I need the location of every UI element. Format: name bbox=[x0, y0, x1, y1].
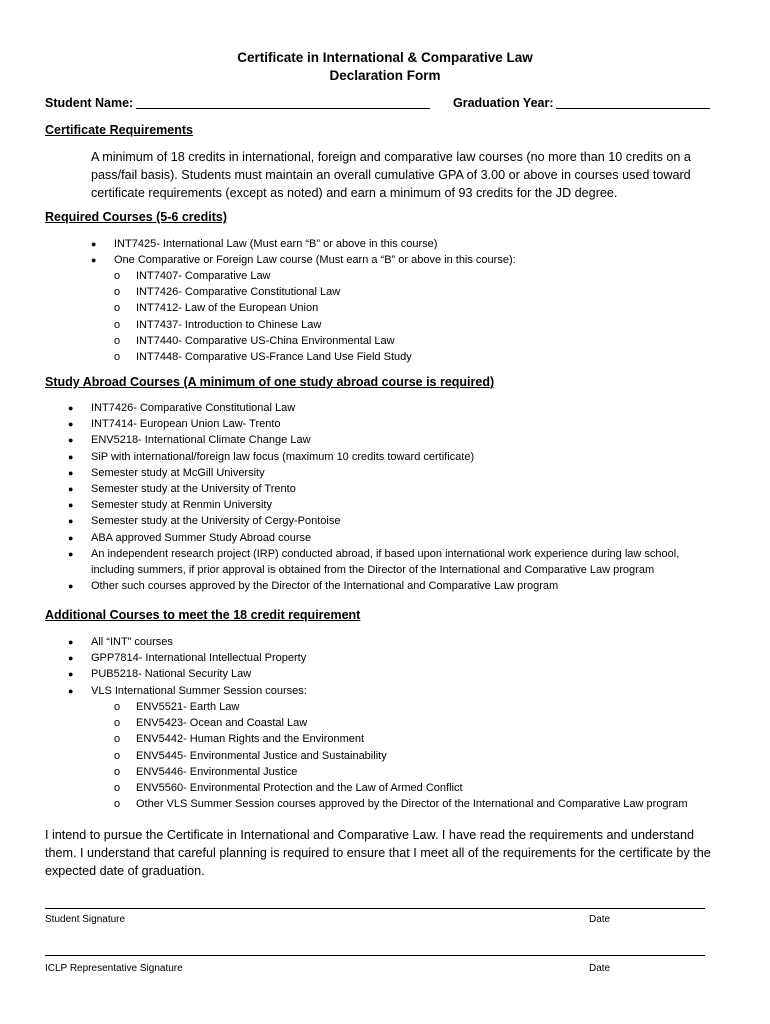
list-item: ● Semester study at the University of Trento bbox=[91, 481, 721, 497]
circle-bullet-icon: o bbox=[114, 286, 121, 299]
student-name-field[interactable] bbox=[136, 108, 430, 109]
bullet-icon: ● bbox=[91, 239, 97, 249]
circle-bullet-icon: o bbox=[114, 765, 121, 778]
list-item: o Other VLS Summer Session courses approved by the Director of the International and Comparative Law program bbox=[136, 796, 736, 812]
bullet-icon: ● bbox=[68, 532, 74, 543]
student-signature-line[interactable] bbox=[45, 908, 705, 909]
circle-bullet-icon: o bbox=[114, 270, 121, 282]
graduation-year-field[interactable] bbox=[556, 108, 710, 109]
list-item: o ENV5560- Environmental Protection and the Law of Armed Conflict bbox=[136, 780, 736, 796]
bullet-icon: ● bbox=[68, 653, 74, 664]
bullet-icon: ● bbox=[68, 451, 74, 462]
student-date-label: Date bbox=[589, 914, 611, 925]
list-item: o INT7448- Comparative US-France Land Use Field Study bbox=[136, 349, 736, 365]
study-abroad-heading: Study Abroad Courses (A minimum of one study abroad course is required) bbox=[45, 375, 495, 389]
certificate-requirements-heading: Certificate Requirements bbox=[45, 123, 193, 137]
list-item: o ENV5442- Human Rights and the Environment bbox=[136, 731, 736, 747]
iclp-signature-label: ICLP Representative Signature bbox=[45, 963, 183, 974]
additional-courses-list bbox=[68, 634, 721, 699]
list-item: ● PUB5218- National Security Law bbox=[91, 666, 721, 682]
bullet-icon: ● bbox=[68, 435, 74, 446]
list-item: ● GPP7814- International Intellectual Property bbox=[91, 650, 721, 666]
circle-bullet-icon: o bbox=[114, 334, 121, 347]
list-item: o ENV5423- Ocean and Coastal Law bbox=[136, 715, 736, 731]
list-item: o INT7407- Comparative Law bbox=[136, 268, 736, 284]
list-item: ● All “INT” courses bbox=[91, 634, 721, 650]
additional-courses-sublist bbox=[114, 699, 736, 812]
additional-courses-heading: Additional Courses to meet the 18 credit requirement bbox=[45, 608, 361, 622]
list-item: ● Semester study at McGill University bbox=[91, 465, 721, 481]
bullet-icon: ● bbox=[68, 467, 74, 478]
list-item: ● ENV5218- International Climate Change Law bbox=[91, 432, 721, 448]
list-item: o INT7437- Introduction to Chinese Law bbox=[136, 317, 736, 333]
circle-bullet-icon: o bbox=[114, 781, 121, 794]
list-item: o INT7440- Comparative US-China Environmental Law bbox=[136, 333, 736, 349]
list-item: o ENV5446- Environmental Justice bbox=[136, 764, 736, 780]
circle-bullet-icon: o bbox=[114, 350, 121, 363]
list-item: ● ABA approved Summer Study Abroad course bbox=[91, 530, 721, 546]
list-item: ● INT7425- International Law (Must earn “B” or above in this course) bbox=[114, 236, 734, 252]
student-signature-label: Student Signature bbox=[45, 914, 126, 925]
iclp-signature-line[interactable] bbox=[45, 955, 705, 956]
circle-bullet-icon: o bbox=[114, 701, 121, 713]
bullet-icon: ● bbox=[68, 403, 74, 413]
list-item: ● INT7426- Comparative Constitutional Law bbox=[91, 400, 721, 416]
bullet-icon: ● bbox=[91, 255, 97, 266]
study-abroad-list bbox=[68, 400, 721, 594]
circle-bullet-icon: o bbox=[114, 717, 121, 730]
bullet-icon: ● bbox=[68, 581, 74, 592]
bullet-icon: ● bbox=[68, 685, 74, 696]
declaration-statement: I intend to pursue the Certificate in International and Comparative Law. I have read the requirements and understand them. I understand that careful planning is required to ensure that I meet all of the requirements for the certificate by the expected date of graduation. bbox=[45, 828, 711, 878]
list-item: ● VLS International Summer Session courses: bbox=[91, 683, 721, 699]
list-item: o INT7412- Law of the European Union bbox=[136, 300, 736, 316]
list-item: ● Semester study at Renmin University bbox=[91, 497, 721, 513]
required-courses-list bbox=[91, 236, 734, 268]
list-item: ● SiP with international/foreign law focus (maximum 10 credits toward certificate) bbox=[91, 449, 721, 465]
form-title: Certificate in International & Comparative Law bbox=[237, 50, 533, 65]
bullet-icon: ● bbox=[68, 483, 74, 494]
bullet-icon: ● bbox=[68, 637, 74, 647]
graduation-year-label: Graduation Year: bbox=[453, 96, 554, 110]
bullet-icon: ● bbox=[68, 669, 74, 680]
certificate-requirements-text: A minimum of 18 credits in international, foreign and comparative law courses (no more than 10 credits on a pass/fail basis). Students must maintain an overall cumulative GPA of 3.00 or above in courses used toward certificate requirements (except as noted) and earn a minimum of 93 credits for the JD degree. bbox=[91, 150, 691, 200]
list-item: ● INT7414- European Union Law- Trento bbox=[91, 416, 721, 432]
circle-bullet-icon: o bbox=[114, 318, 121, 331]
bullet-icon: ● bbox=[68, 548, 74, 559]
required-courses-heading: Required Courses (5-6 credits) bbox=[45, 210, 227, 224]
circle-bullet-icon: o bbox=[114, 302, 121, 315]
circle-bullet-icon: o bbox=[114, 749, 121, 762]
list-item: o ENV5521- Earth Law bbox=[136, 699, 736, 715]
list-item: ● Semester study at the University of Cergy-Pontoise bbox=[91, 513, 721, 529]
list-item: ● Other such courses approved by the Director of the International and Comparative Law program bbox=[91, 578, 721, 594]
list-item: o ENV5445- Environmental Justice and Sustainability bbox=[136, 748, 736, 764]
student-name-label: Student Name: bbox=[45, 96, 134, 110]
bullet-icon: ● bbox=[68, 516, 74, 527]
bullet-icon: ● bbox=[68, 419, 74, 430]
circle-bullet-icon: o bbox=[114, 798, 121, 811]
circle-bullet-icon: o bbox=[114, 733, 121, 746]
list-item: o INT7426- Comparative Constitutional Law bbox=[136, 284, 736, 300]
bullet-icon: ● bbox=[68, 500, 74, 511]
required-courses-sublist bbox=[114, 268, 736, 365]
form-subtitle: Declaration Form bbox=[329, 68, 441, 83]
iclp-date-label: Date bbox=[589, 963, 611, 974]
list-item: ● An independent research project (IRP) conducted abroad, if based upon international work experience during law school, including summers, if prior approval is obtained from the Director of the International and Comparative Law program bbox=[68, 547, 680, 576]
list-item: ● One Comparative or Foreign Law course (Must earn a “B” or above in this course): bbox=[114, 252, 734, 268]
